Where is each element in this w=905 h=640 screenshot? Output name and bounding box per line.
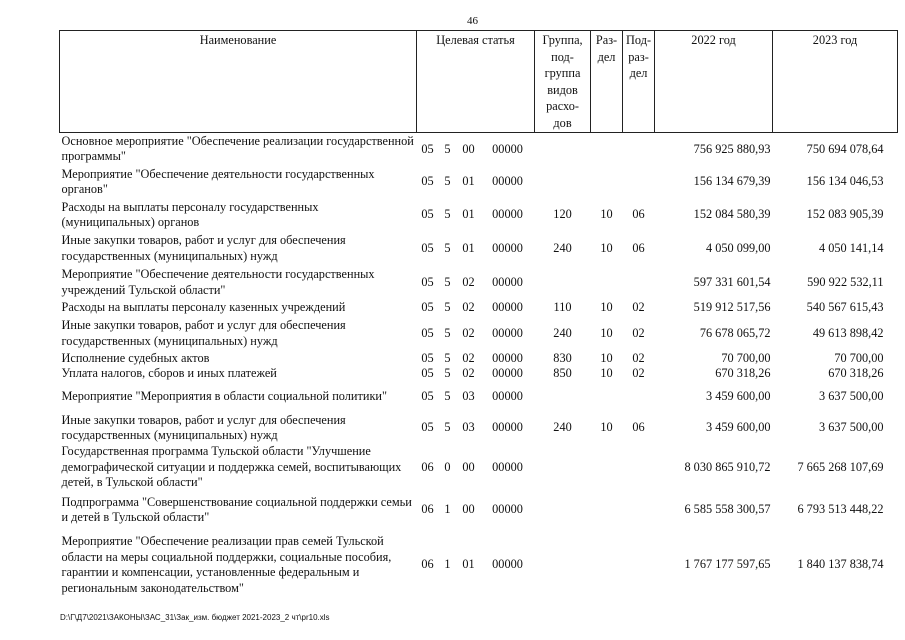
cell-group: 240	[553, 240, 572, 255]
cell-y2023: 7 665 268 107,69	[797, 459, 884, 474]
cell-t2: 1	[444, 502, 451, 517]
cell-t4: 00000	[492, 174, 523, 189]
cell-t4: 00000	[492, 459, 523, 474]
cell-y2022: 519 912 517,56	[693, 300, 771, 315]
header-name: Наименование	[60, 31, 417, 133]
cell-t1: 05	[421, 207, 434, 222]
table-row	[60, 366, 898, 382]
cell-t3: 00	[462, 459, 475, 474]
cell-t2: 1	[444, 557, 451, 572]
cell-t1: 05	[421, 366, 434, 381]
file-path-footer: D:\Г\Д7\2021\ЗАКОНЫ\ЗАС_31\Зак_изм. бюджет 2021-2023_2 чт\pr10.xls	[60, 613, 330, 622]
cell-t4: 00000	[492, 240, 523, 255]
cell-name: Основное мероприятие "Обеспечение реализации государственной программы"	[61, 133, 414, 164]
cell-y2023: 1 840 137 838,74	[797, 557, 884, 572]
cell-t2: 5	[444, 300, 451, 315]
cell-name: Мероприятие "Обеспечение деятельности государственных учреждений Тульской области"	[61, 267, 375, 297]
cell-name: Иные закупки товаров, работ и услуг для обеспечения государственных (муниципальных) нужд	[61, 412, 346, 442]
cell-subsection	[623, 266, 655, 300]
cell-t2: 0	[444, 459, 451, 474]
table-row	[60, 166, 898, 199]
cell-t4: 00000	[492, 350, 523, 365]
cell-t2: 5	[444, 389, 451, 404]
cell-t4: 00000	[492, 274, 523, 289]
cell-y2023: 750 694 078,64	[806, 141, 884, 156]
cell-name: Исполнение судебных актов	[61, 350, 210, 365]
cell-t2: 5	[444, 207, 451, 222]
cell-t3: 00	[462, 141, 475, 156]
cell-section	[591, 166, 623, 199]
cell-group: 110	[553, 300, 572, 315]
cell-name: Расходы на выплаты персоналу государственных (муниципальных) органов	[61, 199, 319, 229]
cell-t1: 06	[421, 502, 434, 517]
cell-t3: 01	[462, 207, 475, 222]
cell-t1: 05	[421, 240, 434, 255]
cell-t2: 5	[444, 274, 451, 289]
cell-group	[535, 444, 591, 491]
cell-section: 10	[600, 350, 613, 365]
cell-subsection: 02	[632, 325, 645, 340]
table-header-row	[60, 31, 898, 133]
cell-t3: 00	[462, 502, 475, 517]
cell-t1: 05	[421, 325, 434, 340]
cell-group	[535, 529, 591, 601]
cell-y2023: 6 793 513 448,22	[797, 502, 884, 517]
cell-t1: 06	[421, 557, 434, 572]
table-row	[60, 133, 898, 166]
cell-t2: 5	[444, 366, 451, 381]
cell-t1: 05	[421, 141, 434, 156]
cell-subsection: 06	[632, 240, 645, 255]
cell-y2022: 70 700,00	[721, 350, 771, 365]
cell-t4: 00000	[492, 420, 523, 435]
cell-t1: 06	[421, 459, 434, 474]
cell-y2022: 156 134 679,39	[693, 174, 771, 189]
cell-name: Мероприятие "Мероприятия в области социальной политики"	[61, 389, 388, 404]
cell-t2: 5	[444, 141, 451, 156]
cell-t3: 02	[462, 350, 475, 365]
cell-section: 10	[600, 240, 613, 255]
cell-name: Мероприятие "Обеспечение деятельности государственных органов"	[61, 166, 375, 196]
cell-group: 240	[553, 420, 572, 435]
cell-group	[535, 266, 591, 300]
cell-y2023: 152 083 905,39	[806, 207, 884, 222]
table-body	[60, 133, 898, 602]
cell-y2022: 3 459 600,00	[705, 420, 771, 435]
cell-y2022: 756 925 880,93	[693, 141, 771, 156]
cell-y2023: 3 637 500,00	[818, 420, 884, 435]
cell-group: 120	[553, 207, 572, 222]
cell-subsection	[623, 382, 655, 412]
cell-t1: 05	[421, 350, 434, 365]
cell-name: Расходы на выплаты персоналу казенных учреждений	[61, 300, 346, 315]
table-row	[60, 444, 898, 491]
cell-t3: 01	[462, 174, 475, 189]
page-number: 46	[467, 15, 478, 27]
cell-section	[591, 444, 623, 491]
cell-y2023: 540 567 615,43	[806, 300, 884, 315]
cell-t4: 00000	[492, 389, 523, 404]
cell-subsection	[623, 133, 655, 166]
cell-t1: 05	[421, 300, 434, 315]
cell-group	[535, 166, 591, 199]
cell-section: 10	[600, 300, 613, 315]
header-group: Группа, под-группа видов расхо-дов	[535, 31, 591, 133]
cell-subsection	[623, 491, 655, 529]
cell-t3: 03	[462, 389, 475, 404]
cell-t3: 03	[462, 420, 475, 435]
cell-t3: 01	[462, 557, 475, 572]
cell-section	[591, 133, 623, 166]
cell-y2022: 3 459 600,00	[705, 389, 771, 404]
cell-t1: 05	[421, 174, 434, 189]
cell-t4: 00000	[492, 207, 523, 222]
cell-t2: 5	[444, 350, 451, 365]
cell-name: Иные закупки товаров, работ и услуг для обеспечения государственных (муниципальных) нужд	[61, 318, 346, 348]
cell-t3: 02	[462, 300, 475, 315]
table-row	[60, 529, 898, 601]
header-section: Раз-дел	[591, 31, 623, 133]
table-row	[60, 382, 898, 412]
cell-group	[535, 382, 591, 412]
header-subsection: Под-раз-дел	[623, 31, 655, 133]
cell-group	[535, 491, 591, 529]
cell-t2: 5	[444, 240, 451, 255]
table-row	[60, 317, 898, 351]
cell-subsection	[623, 529, 655, 601]
cell-group: 850	[553, 366, 572, 381]
cell-y2022: 4 050 099,00	[705, 240, 771, 255]
cell-section	[591, 529, 623, 601]
cell-name: Уплата налогов, сборов и иных платежей	[61, 366, 277, 381]
cell-t4: 00000	[492, 300, 523, 315]
cell-subsection	[623, 166, 655, 199]
table-row	[60, 412, 898, 444]
cell-y2023: 590 922 532,11	[807, 274, 884, 289]
cell-y2023: 670 318,26	[828, 366, 884, 381]
cell-name: Иные закупки товаров, работ и услуг для обеспечения государственных (муниципальных) нужд	[61, 233, 346, 263]
cell-subsection: 02	[632, 366, 645, 381]
cell-y2023: 4 050 141,14	[818, 240, 884, 255]
table-row	[60, 232, 898, 266]
cell-t4: 00000	[492, 325, 523, 340]
header-target: Целевая статья	[417, 31, 535, 133]
table-row	[60, 266, 898, 300]
table-row	[60, 300, 898, 317]
cell-y2022: 6 585 558 300,57	[684, 502, 771, 517]
cell-subsection: 06	[632, 420, 645, 435]
cell-section	[591, 266, 623, 300]
cell-t4: 00000	[492, 141, 523, 156]
cell-t3: 01	[462, 240, 475, 255]
cell-t4: 00000	[492, 557, 523, 572]
budget-table	[59, 30, 898, 601]
cell-subsection: 02	[632, 350, 645, 365]
cell-y2023: 49 613 898,42	[812, 325, 884, 340]
cell-y2022: 152 084 580,39	[693, 207, 771, 222]
table-row	[60, 199, 898, 232]
cell-t1: 05	[421, 274, 434, 289]
cell-y2022: 76 678 065,72	[699, 325, 771, 340]
cell-t4: 00000	[492, 502, 523, 517]
cell-subsection: 06	[632, 207, 645, 222]
cell-name: Мероприятие "Обеспечение реализации прав семей Тульской области на меры социальной поддержки, социальные пособия, гарантии и компенсации, установленные федеральным и региональным законодательством"	[61, 534, 392, 595]
cell-y2023: 3 637 500,00	[818, 389, 884, 404]
cell-y2022: 670 318,26	[715, 366, 771, 381]
cell-t3: 02	[462, 366, 475, 381]
cell-t2: 5	[444, 420, 451, 435]
cell-section	[591, 382, 623, 412]
cell-name: Подпрограмма "Совершенствование социальной поддержки семьи и детей в Тульской области"	[61, 494, 412, 524]
cell-subsection	[623, 444, 655, 491]
header-2023: 2023 год	[773, 31, 898, 133]
cell-t3: 02	[462, 274, 475, 289]
cell-group	[535, 133, 591, 166]
cell-section: 10	[600, 366, 613, 381]
cell-section: 10	[600, 207, 613, 222]
cell-group: 240	[553, 325, 572, 340]
cell-y2023: 156 134 046,53	[806, 174, 884, 189]
cell-t1: 05	[421, 420, 434, 435]
table-row	[60, 351, 898, 367]
cell-t4: 00000	[492, 366, 523, 381]
cell-y2023: 70 700,00	[834, 350, 884, 365]
cell-group: 830	[553, 350, 572, 365]
cell-section: 10	[600, 420, 613, 435]
cell-section	[591, 491, 623, 529]
cell-y2022: 1 767 177 597,65	[684, 557, 771, 572]
cell-t2: 5	[444, 325, 451, 340]
cell-y2022: 597 331 601,54	[693, 274, 771, 289]
table-row	[60, 491, 898, 529]
cell-subsection: 02	[632, 300, 645, 315]
cell-t1: 05	[421, 389, 434, 404]
cell-name: Государственная программа Тульской области "Улучшение демографической ситуации и поддержка семей, воспитывающих детей, в Тульской области"	[61, 444, 402, 490]
cell-section: 10	[600, 325, 613, 340]
cell-t2: 5	[444, 174, 451, 189]
cell-y2022: 8 030 865 910,72	[684, 459, 771, 474]
header-2022: 2022 год	[655, 31, 773, 133]
cell-t3: 02	[462, 325, 475, 340]
